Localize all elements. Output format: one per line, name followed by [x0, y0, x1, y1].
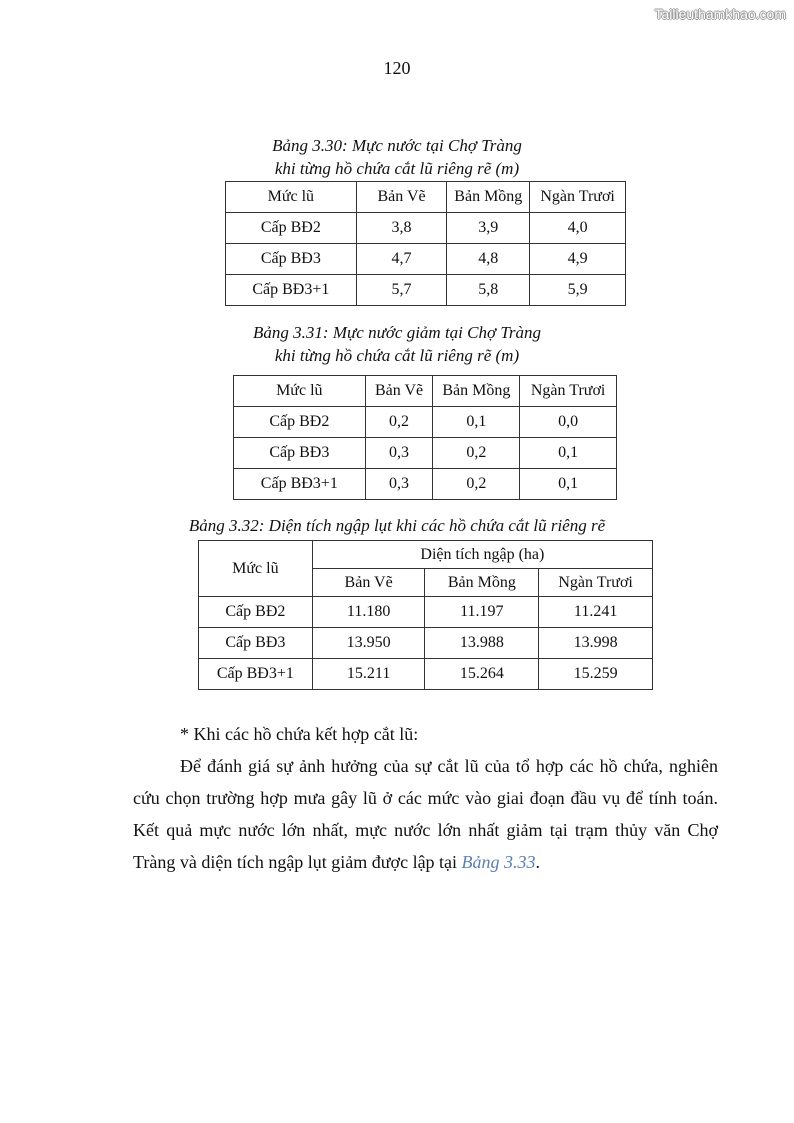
table-cell: 13.950: [312, 628, 425, 659]
table-cell: 15.211: [312, 659, 425, 690]
table-cell: 5,9: [530, 275, 626, 306]
table3-caption: Bảng 3.32: Diện tích ngập lụt khi các hồ chứa cắt lũ riêng rẽ: [188, 516, 606, 535]
table-header-row: [234, 376, 617, 407]
header-group-cell: Diện tích ngập (ha): [312, 541, 652, 569]
table-3-32: [198, 540, 653, 690]
table-cell: 4,7: [356, 244, 447, 275]
header-cell: Bản Vẽ: [312, 569, 425, 597]
table-cell: 11.241: [539, 597, 653, 628]
page-number: 120: [383, 58, 411, 78]
table-cell: 0,2: [433, 438, 520, 469]
header-cell: Mức lũ: [234, 376, 366, 407]
table-row: [234, 438, 617, 469]
table-reference-link[interactable]: Bảng 3.33: [461, 852, 536, 872]
table-cell: 11.197: [425, 597, 539, 628]
table-row: [234, 469, 617, 500]
table-row: [226, 244, 626, 275]
header-cell: Bản Vẽ: [365, 376, 433, 407]
table-cell: Cấp BĐ2: [199, 597, 313, 628]
body-paragraph: [133, 750, 718, 878]
table-cell: 0,3: [365, 438, 433, 469]
table-cell: Cấp BĐ2: [226, 213, 357, 244]
paragraph-end: .: [535, 852, 541, 872]
table-cell: 0,2: [433, 469, 520, 500]
table-cell: 0,0: [520, 407, 617, 438]
table-cell: 0,1: [520, 469, 617, 500]
table-cell: 4,9: [530, 244, 626, 275]
table-header-row: [226, 182, 626, 213]
table-3-31: [233, 375, 617, 500]
table-header-row: [199, 541, 653, 569]
table2-caption-line2: khi từng hồ chứa cắt lũ riêng rẽ (m): [274, 346, 520, 365]
table-cell: 4,8: [447, 244, 530, 275]
table1-caption-line1: Bảng 3.30: Mực nước tại Chợ Tràng: [272, 136, 522, 155]
table-row: [226, 275, 626, 306]
table-cell: 15.259: [539, 659, 653, 690]
header-cell: Ngàn Trươi: [530, 182, 626, 213]
table-row: [199, 628, 653, 659]
watermark: Tailieuthamkhao.com: [654, 6, 786, 22]
table-cell: 0,1: [433, 407, 520, 438]
table1-caption-line2: khi từng hồ chứa cắt lũ riêng rẽ (m): [274, 159, 520, 178]
table-row: [234, 407, 617, 438]
table-cell: 15.264: [425, 659, 539, 690]
table-cell: 0,1: [520, 438, 617, 469]
header-cell: Mức lũ: [199, 541, 313, 597]
table-cell: 13.988: [425, 628, 539, 659]
table-cell: 5,7: [356, 275, 447, 306]
table-cell: 4,0: [530, 213, 626, 244]
table-cell: 5,8: [447, 275, 530, 306]
paragraph-text: Để đánh giá sự ảnh hưởng của sự cắt lũ của tổ hợp các hồ chứa, nghiên cứu chọn trường hợp mưa gây lũ ở các mức vào giai đoạn đầu vụ để tính toán. Kết quả mực nước lớn nhất, mực nước lớn nhất giảm tại trạm thủy văn Chợ Tràng và diện tích ngập lụt giảm được lập tại: [133, 756, 718, 872]
table-row: [199, 597, 653, 628]
table-cell: Cấp BĐ3+1: [226, 275, 357, 306]
table-cell: 0,2: [365, 407, 433, 438]
table-cell: 13.998: [539, 628, 653, 659]
header-cell: Ngàn Trươi: [539, 569, 653, 597]
header-cell: Bản Mồng: [425, 569, 539, 597]
table-cell: Cấp BĐ2: [234, 407, 366, 438]
table-row: [226, 213, 626, 244]
header-cell: Ngàn Trươi: [520, 376, 617, 407]
header-cell: Bản Mồng: [447, 182, 530, 213]
table-cell: 3,9: [447, 213, 530, 244]
header-cell: Mức lũ: [226, 182, 357, 213]
table-cell: 0,3: [365, 469, 433, 500]
table-3-30: [225, 181, 626, 306]
table-cell: Cấp BĐ3: [234, 438, 366, 469]
section-bullet: * Khi các hồ chứa kết hợp cắt lũ:: [180, 724, 419, 744]
table-row: [199, 659, 653, 690]
table-cell: Cấp BĐ3+1: [234, 469, 366, 500]
header-cell: Bản Vẽ: [356, 182, 447, 213]
table-cell: 3,8: [356, 213, 447, 244]
table-cell: 11.180: [312, 597, 425, 628]
table-cell: Cấp BĐ3+1: [199, 659, 313, 690]
table-cell: Cấp BĐ3: [199, 628, 313, 659]
table-cell: Cấp BĐ3: [226, 244, 357, 275]
header-cell: Bản Mồng: [433, 376, 520, 407]
table2-caption-line1: Bảng 3.31: Mực nước giảm tại Chợ Tràng: [253, 323, 541, 342]
